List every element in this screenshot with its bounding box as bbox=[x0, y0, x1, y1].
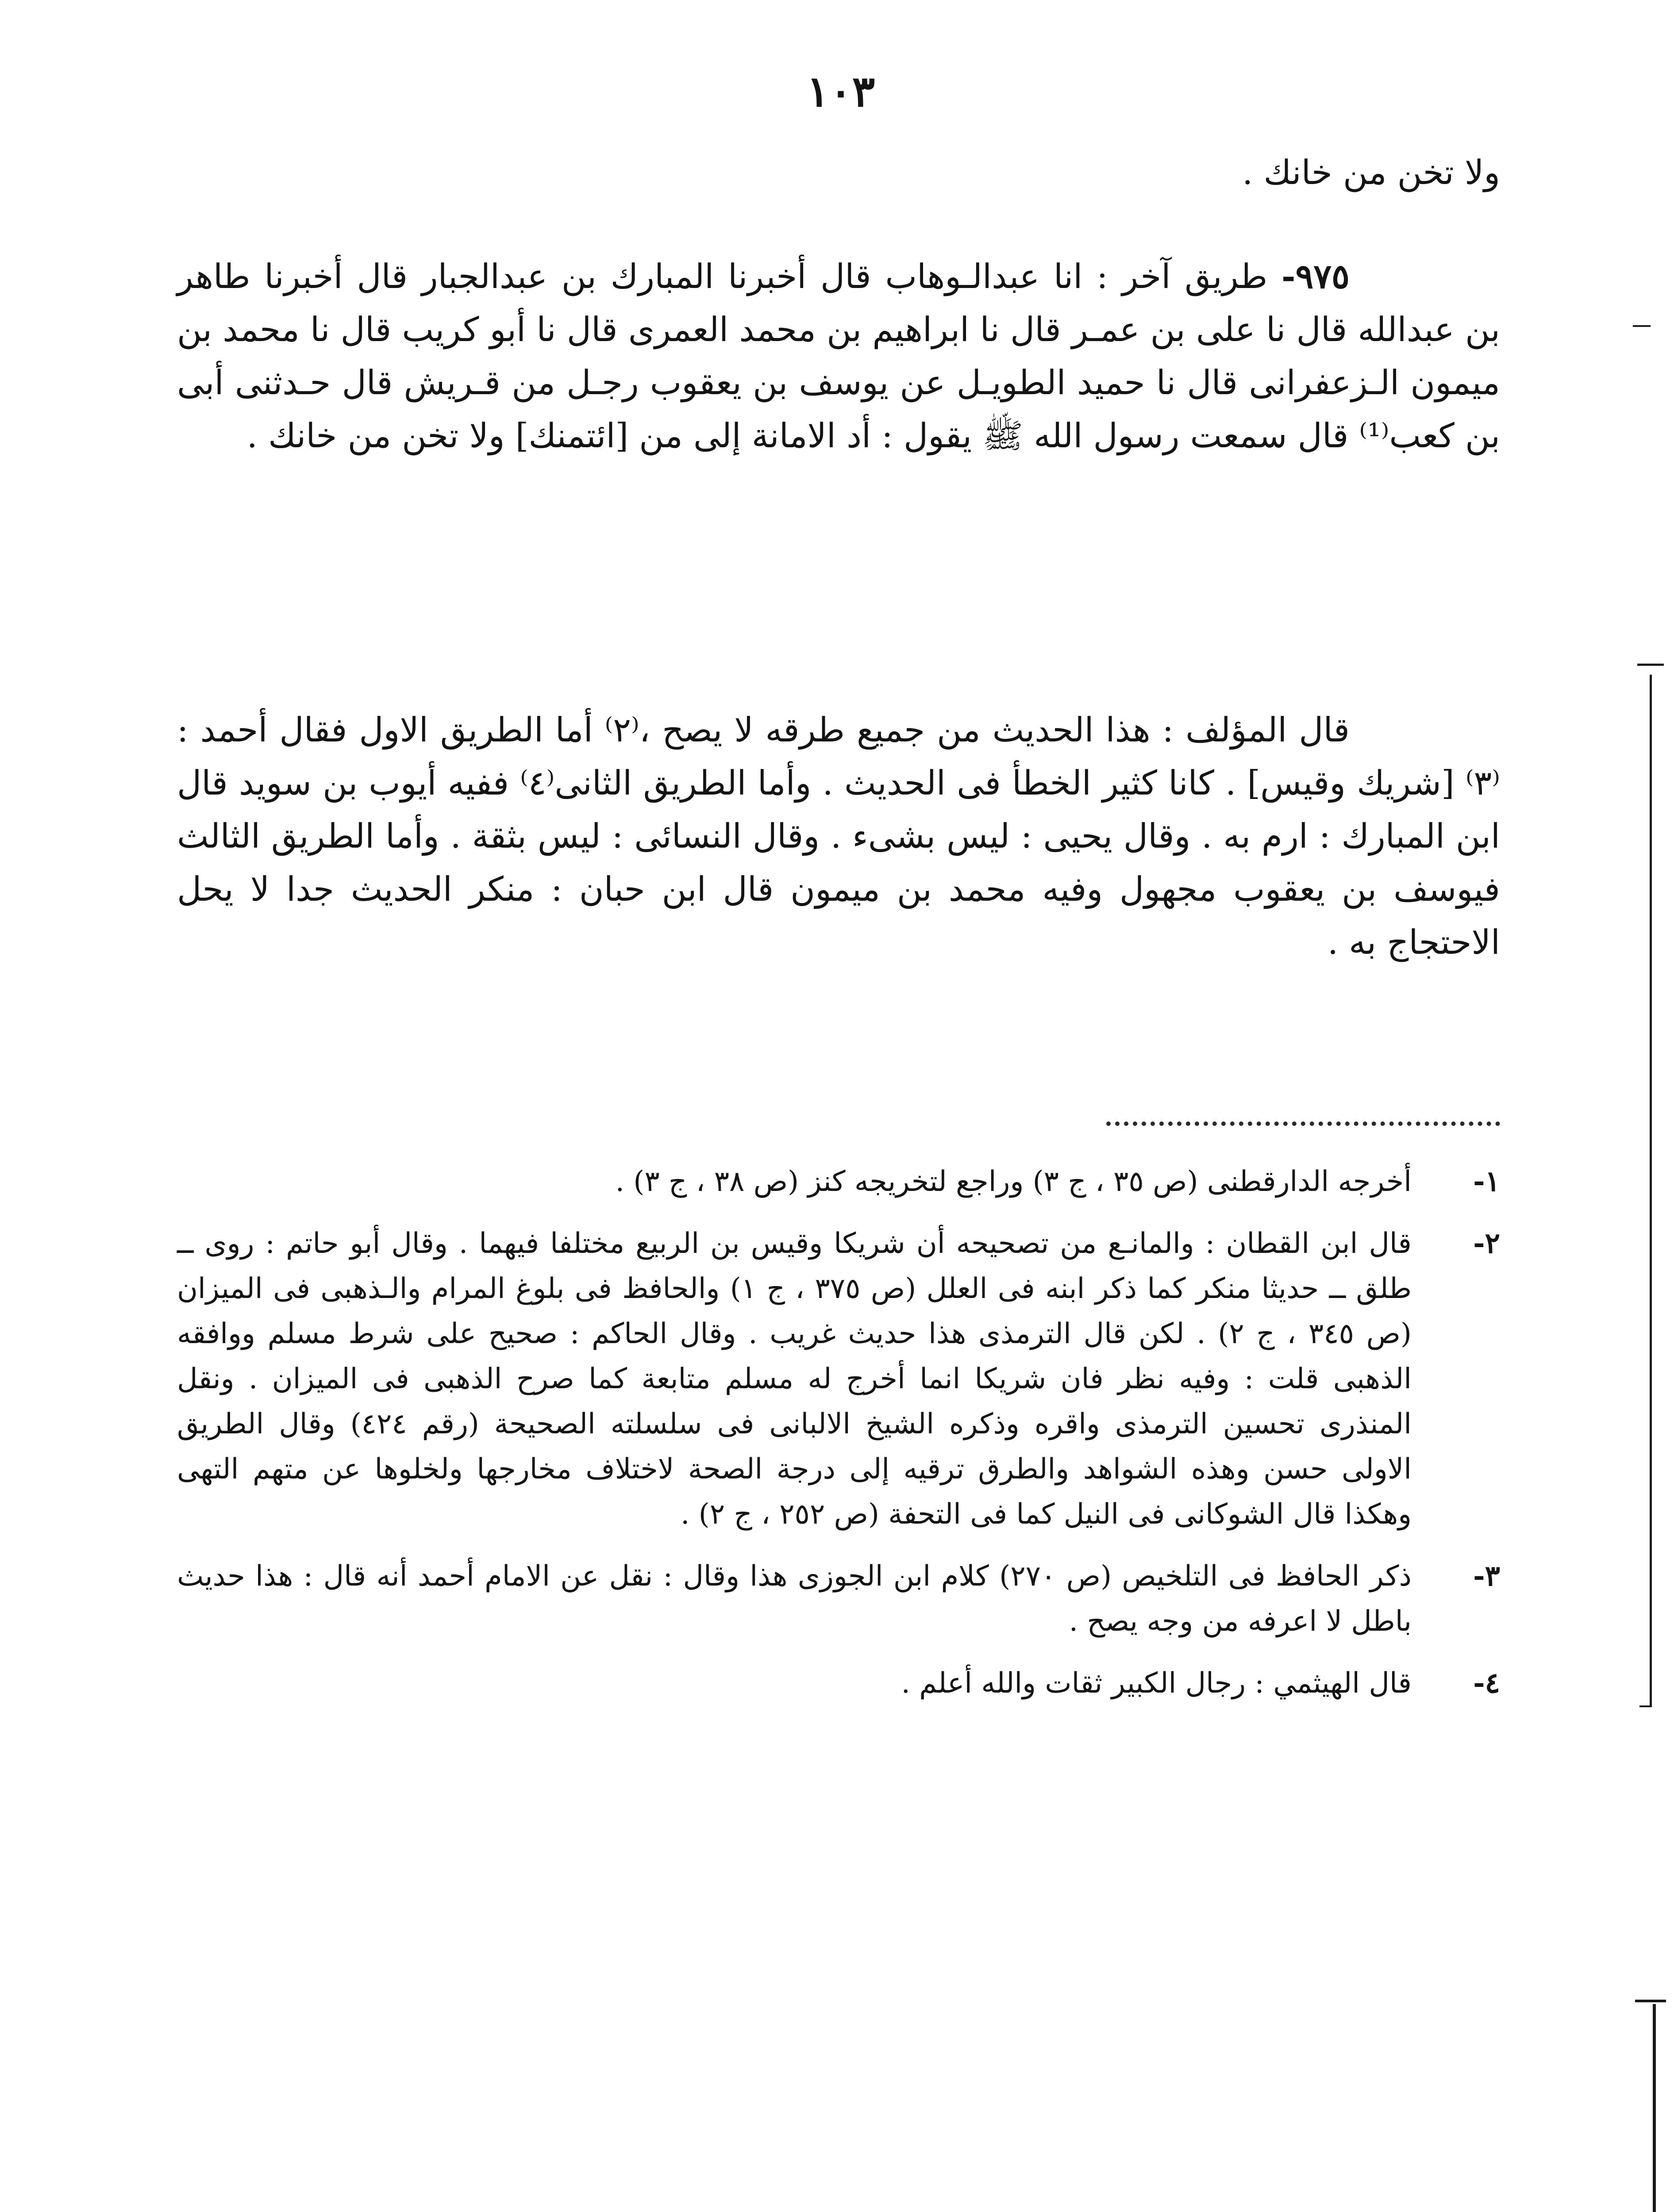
footnote-text: أخرجه الدارقطنى (ص ٣٥ ، ج ٣) وراجع لتخريجه كنز (ص ٣٨ ، ج ٣) . bbox=[615, 1165, 1412, 1198]
footnote-separator bbox=[1106, 1121, 1500, 1134]
continuation-fragment: ولا تخن من خانك . bbox=[1242, 153, 1500, 192]
hadith-number: ٩٧٥- bbox=[1281, 257, 1350, 296]
footnote-number: ١- bbox=[1473, 1165, 1500, 1198]
footnotes bbox=[177, 1159, 1500, 1723]
author-commentary: قال المؤلف : هذا الحديث من جميع طرقه لا يصح ،⁽٢⁾ أما الطريق الاول فقال أحمد :⁽٣⁾ [شريك وقيس] . كانا كثير الخطأ فى الحديث . وأما الطريق الثانى⁽٤⁾ ففيه أيوب بن سويد قال ابن المبارك : ارم به . وقال يحيى : ليس بشىء . وقال النسائى : ليس بثقة . وأما الطريق الثالث فيوسف بن يعقوب مجهول وفيه محمد بن ميمون قال ابن حبان : منكر الحديث جدا لا يحل الاحتجاج به . bbox=[177, 710, 1500, 962]
margin-mark bbox=[1633, 325, 1651, 327]
hadith-text: طريق آخر : انا عبدالـوهاب قال أخبرنا المبارك بن عبدالجبار قال أخبرنا طاهر بن عبدالله قال نا على بن عمـر قال نا ابراهيم بن محمد العمرى قال نا أبو كريب قال نا محمد بن ميمون الـزعفرانى قال نا حميد الطويـل عن يوسف بن يعقوب رجـل من قـريش قال حـدثنى أبى بن كعب⁽¹⁾ قال سمعت رسول الله ﷺ يقول : أد الامانة إلى من [ائتمنك] ولا تخن من خانك . bbox=[177, 257, 1500, 455]
footnote-item bbox=[177, 1159, 1500, 1204]
footnote-number: ٢- bbox=[1473, 1227, 1500, 1260]
margin-rule bbox=[1653, 2004, 1656, 2212]
footnote-text: قال الهيثمي : رجال الكبير ثقات والله أعلم . bbox=[901, 1667, 1412, 1700]
footnote-item bbox=[177, 1554, 1500, 1644]
footnote-text: ذكر الحافظ فى التلخيص (ص ٢٧٠) كلام ابن الجوزى هذا وقال : نقل عن الامام أحمد أنه قال : هذا حديث باطل لا اعرفه من وجه يصح . bbox=[177, 1560, 1412, 1638]
footnote-item bbox=[177, 1661, 1500, 1706]
footnote-number: ٣- bbox=[1473, 1559, 1500, 1593]
footnote-text: قال ابن القطان : والمانـع من تصحيحه أن شريكا وقيس بن الربيع مختلفا فيهما . وقال أبو حاتم : روى ــ طلق ــ حديثا منكر كما ذكر ابنه فى العلل (ص ٣٧٥ ، ج ١) والحافظ فى بلوغ المرام والـذهبى فى الميزان (ص ٣٤٥ ، ج ٢) . لكن قال الترمذى هذا حديث غريب . وقال الحاكم : صحيح على شرط مسلم ووافقه الذهبى قلت : وفيه نظر فان شريكا انما أخرج له مسلم متابعة كما صرح الذهبى فى الميزان . ونقل المنذرى تحسين الترمذى واقره وذكره الشيخ الالبانى فى سلسلته الصحيحة (رقم ٤٢٤) وقال الطريق الاولى حسن وهذه الشواهد والطرق ترقيه إلى درجة الصحة لاختلاف مخارجها ولخلوها عن متهم التهى وهكذا قال الشوكانى فى النيل كما فى التحفة (ص ٢٥٢ ، ج ٢) . bbox=[177, 1227, 1412, 1531]
margin-mark bbox=[1635, 2000, 1666, 2002]
margin-rule bbox=[1650, 675, 1652, 1705]
footnote-number: ٤- bbox=[1473, 1667, 1500, 1700]
margin-mark bbox=[1639, 1705, 1652, 1707]
hadith-paragraph bbox=[177, 250, 1500, 462]
page-number: ١٠٣ bbox=[806, 66, 875, 116]
footnote-item bbox=[177, 1221, 1500, 1537]
margin-mark bbox=[1637, 664, 1664, 666]
